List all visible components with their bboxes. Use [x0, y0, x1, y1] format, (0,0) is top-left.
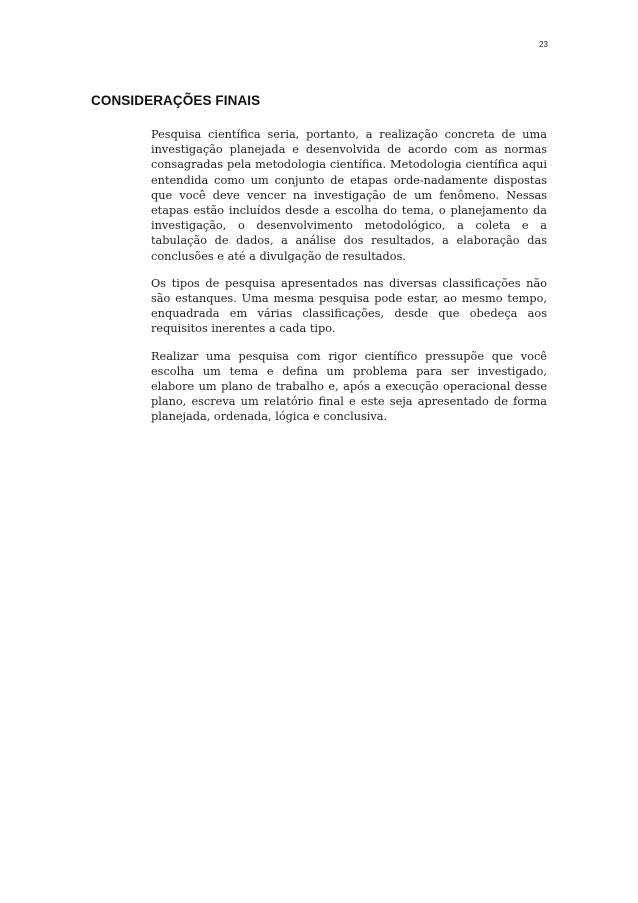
- paragraph: Pesquisa científica seria, portanto, a realização concreta de uma investigação planejada e desenvolvida de acordo com as normas consagradas pela metodologia científica. Metodologia científica aqui entendida como um conjunto de etapas orde-nadamente dispostas que você deve vencer na investigação de um fenômeno. Nessas etapas estão incluídos desde a escolha do tema, o planejamento da investigação, o desenvolvimento metodológico, a coleta e a tabulação de dados, a análise dos resultados, a elaboração das conclusões e até a divulgação de resultados.: [151, 128, 547, 263]
- paragraph: Os tipos de pesquisa apresentados nas diversas classificações não são estanques. Uma mesma pesquisa pode estar, ao mesmo tempo, enquadrada em várias classificações, desde que obedeça aos requisitos inerentes a cada tipo.: [151, 276, 547, 336]
- section-body: [151, 127, 547, 437]
- page-number: 23: [539, 40, 548, 49]
- section-title: CONSIDERAÇÕES FINAIS: [91, 93, 261, 108]
- paragraph: Realizar uma pesquisa com rigor científico pressupõe que você escolha um tema e defina um problema para ser investigado, elabore um plano de trabalho e, após a execução operacional desse plano, escreva um relatório final e este seja apresentado de forma planejada, ordenada, lógica e conclusiva.: [151, 349, 547, 424]
